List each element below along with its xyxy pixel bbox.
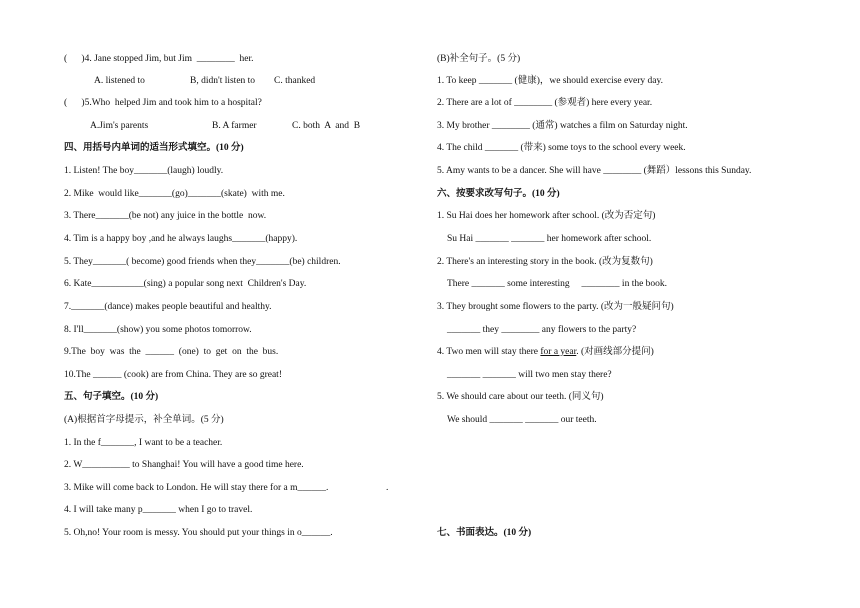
left-text-line: 10.The ______ (cook) are from China. They are so great!: [64, 370, 282, 380]
left-text-line: 4. Tim is a happy boy ,and he always laughs_______(happy).: [64, 234, 298, 244]
right-section-heading: 七、书面表达。(10 分): [437, 528, 532, 538]
left-text-line: C. thanked: [274, 76, 316, 86]
left-text-line: 4. I will take many p_______ when I go to travel.: [64, 505, 253, 515]
right-text-line: 3. My brother ________ (通常) watches a film on Saturday night.: [437, 121, 688, 131]
right-section-heading: 六、按要求改写句子。(10 分): [437, 189, 560, 199]
right-text-line: 1. To keep _______ (健康)，we should exercise every day.: [437, 76, 663, 86]
right-text-line: (B)补全句子。(5 分): [437, 54, 521, 64]
right-text-line: 3. They brought some flowers to the party. (改为一般疑问句): [437, 302, 674, 312]
left-text-line: 1. In the f_______, I want to be a teacher.: [64, 438, 223, 448]
left-text-line: 9.The boy was the ______ (one) to get on the bus.: [64, 347, 279, 357]
left-text-line: 8. I'll_______(show) you some photos tomorrow.: [64, 325, 252, 335]
left-text-line: 5. Oh,no! Your room is messy. You should put your things in o______.: [64, 528, 333, 538]
right-text-line: 2. There are a lot of ________ (参观者) here every year.: [437, 98, 653, 108]
underlined-phrase: for a year: [540, 347, 577, 357]
left-text-line: ( )4. Jane stopped Jim, but Jim ________ her.: [64, 54, 254, 64]
left-text-line: B. A farmer: [212, 121, 257, 131]
left-text-line: ( )5.Who helped Jim and took him to a hospital?: [64, 98, 262, 108]
left-text-line: 2. Mike would like_______(go)_______(skate) with me.: [64, 189, 285, 199]
right-text-line: _______ _______ will two men stay there?: [447, 370, 612, 380]
right-text-line: Su Hai _______ _______ her homework after school.: [447, 234, 652, 244]
left-text-line: 7._______(dance) makes people beautiful and healthy.: [64, 302, 272, 312]
right-text-line: 2. There's an interesting story in the book. (改为复数句): [437, 257, 653, 267]
right-text-line: 5. We should care about our teeth. (同义句): [437, 392, 604, 402]
left-text-line: .: [386, 483, 389, 493]
left-text-line: 6. Kate___________(sing) a popular song next Children's Day.: [64, 279, 307, 289]
left-section-heading: 五、句子填空。(10 分): [64, 392, 159, 402]
right-text-line: 5. Amy wants to be a dancer. She will have ________ (舞蹈）lessons this Sunday.: [437, 166, 752, 176]
left-text-line: 5. They_______( become) good friends when they_______(be) children.: [64, 257, 341, 267]
right-text-line: 4. Two men will stay there for a year. (对画线部分提问): [437, 347, 654, 357]
right-text-line: We should _______ _______ our teeth.: [447, 415, 597, 425]
left-text-line: 1. Listen! The boy_______(laugh) loudly.: [64, 166, 224, 176]
left-text-line: 3. There_______(be not) any juice in the bottle now.: [64, 211, 267, 221]
left-text-line: (A)根据首字母提示，补全单词。(5 分): [64, 415, 224, 425]
right-text-line: 1. Su Hai does her homework after school. (改为否定句): [437, 211, 656, 221]
left-section-heading: 四、用括号内单词的适当形式填空。(10 分): [64, 143, 244, 153]
right-text-line: _______ they ________ any flowers to the party?: [447, 325, 637, 335]
left-text-line: A.Jim's parents: [90, 121, 149, 131]
right-text-line: There _______ some interesting ________ in the book.: [447, 279, 668, 289]
left-text-line: B, didn't listen to: [190, 76, 256, 86]
left-text-line: C. both A and B: [292, 121, 361, 131]
left-text-line: A. listened to: [94, 76, 145, 86]
right-text-line: 4. The child _______ (带来) some toys to the school every week.: [437, 143, 686, 153]
left-text-line: 3. Mike will come back to London. He will stay there for a m______.: [64, 483, 329, 493]
left-text-line: 2. W__________ to Shanghai! You will have a good time here.: [64, 460, 304, 470]
